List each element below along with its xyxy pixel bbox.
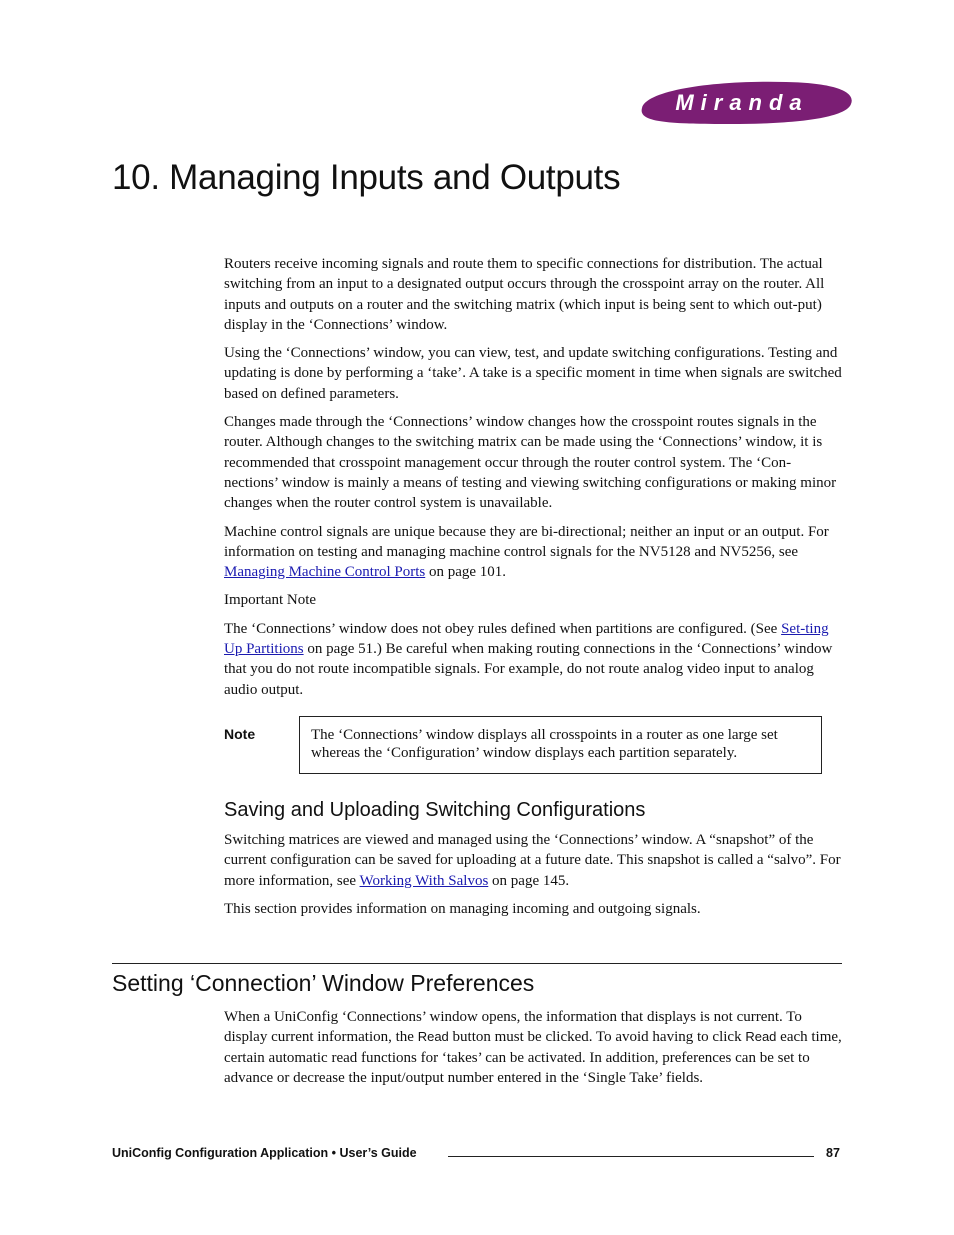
- managing-machine-control-ports-link[interactable]: Managing Machine Control Ports: [224, 564, 426, 581]
- section-divider: [112, 963, 842, 964]
- saving-heading: Saving and Uploading Switching Configurations: [224, 798, 646, 821]
- saving-paragraph-1: Switching matrices are viewed and managed using the ‘Connections’ window. A “snapshot” of the current configuration can be saved for uploading at a future date. This snapshot is called a “salvo”. For more information, see Working With Salvos on page 145.: [224, 831, 841, 889]
- svg-text:Miranda: Miranda: [675, 90, 809, 115]
- page-number: 87: [826, 1146, 840, 1160]
- working-with-salvos-link[interactable]: Working With Salvos: [359, 872, 489, 889]
- miranda-logo-graphic: [636, 78, 854, 126]
- chapter-title: 10. Managing Inputs and Outputs: [112, 158, 621, 197]
- miranda-logo: [636, 78, 854, 126]
- saving-paragraph-2: This section provides information on managing incoming and outgoing signals.: [224, 900, 701, 917]
- read-button-name-2: Read: [745, 1029, 777, 1045]
- intro-section: [224, 254, 842, 927]
- intro-paragraph-1: Routers receive incoming signals and route them to specific connections for distribution. The actual switching from an input to a designated output occurs through the crosspoint array on the router. All inputs and outputs on a router and the switching matrix (which input is being sent to which out-put) display in the ‘Connections’ window.: [224, 256, 825, 333]
- intro-paragraph-2: Using the ‘Connections’ window, you can view, test, and update switching configurations. Testing and updating is done by performing a ‘take’. A take is a specific moment in time when signals are switched based on defined parameters.: [224, 345, 842, 402]
- footer-guide-title: UniConfig Configuration Application • User’s Guide: [112, 1146, 417, 1160]
- intro-paragraph-4: Machine control signals are unique because they are bi-directional; neither an input or an output. For information on testing and managing machine control signals for the NV5128 and NV5256, see Managing Machine Control Ports on page 101.: [224, 523, 829, 581]
- note-box: The ‘Connections’ window displays all crosspoints in a router as one large set whereas the ‘Configuration’ window displays each partition separately.: [299, 716, 822, 774]
- intro-paragraph-6: The ‘Connections’ window does not obey rules defined when partitions are configured. (See Set-ting Up Partitions on page 51.) Be careful when making routing connections in the ‘Connections’ window that you do not route incompatible signals. For example, do not route analog video input to analog audio output.: [224, 620, 833, 698]
- note-callout: [224, 716, 842, 773]
- prefs-heading: Setting ‘Connection’ Window Preferences: [112, 970, 535, 996]
- prefs-section: [224, 1007, 842, 1088]
- intro-paragraph-3: Changes made through the ‘Connections’ window changes how the crosspoint routes signals in the router. Although changes to the switching matrix can be made using the ‘Connections’ window, it is recommended that crosspoint management occur through the router control system. The ‘Con-nections’ window is mainly a means of testing and viewing switching configurations or making minor changes when the router control system is unavailable.: [224, 414, 837, 512]
- read-button-name: Read: [417, 1029, 449, 1045]
- prefs-paragraph: When a UniConfig ‘Connections’ window opens, the information that displays is not current. To display current information, the Read button must be clicked. To avoid having to click Read each time, certain automatic read functions for ‘takes’ can be activated. In addition, preferences can be set to advance or decrease the input/output number entered in the ‘Single Take’ fields.: [224, 1009, 842, 1086]
- setting-up-partitions-link[interactable]: Set-ting Up Partitions: [224, 620, 829, 658]
- footer-rule: [448, 1156, 814, 1157]
- note-label: Note: [224, 725, 256, 742]
- important-note-label: Important Note: [224, 592, 317, 609]
